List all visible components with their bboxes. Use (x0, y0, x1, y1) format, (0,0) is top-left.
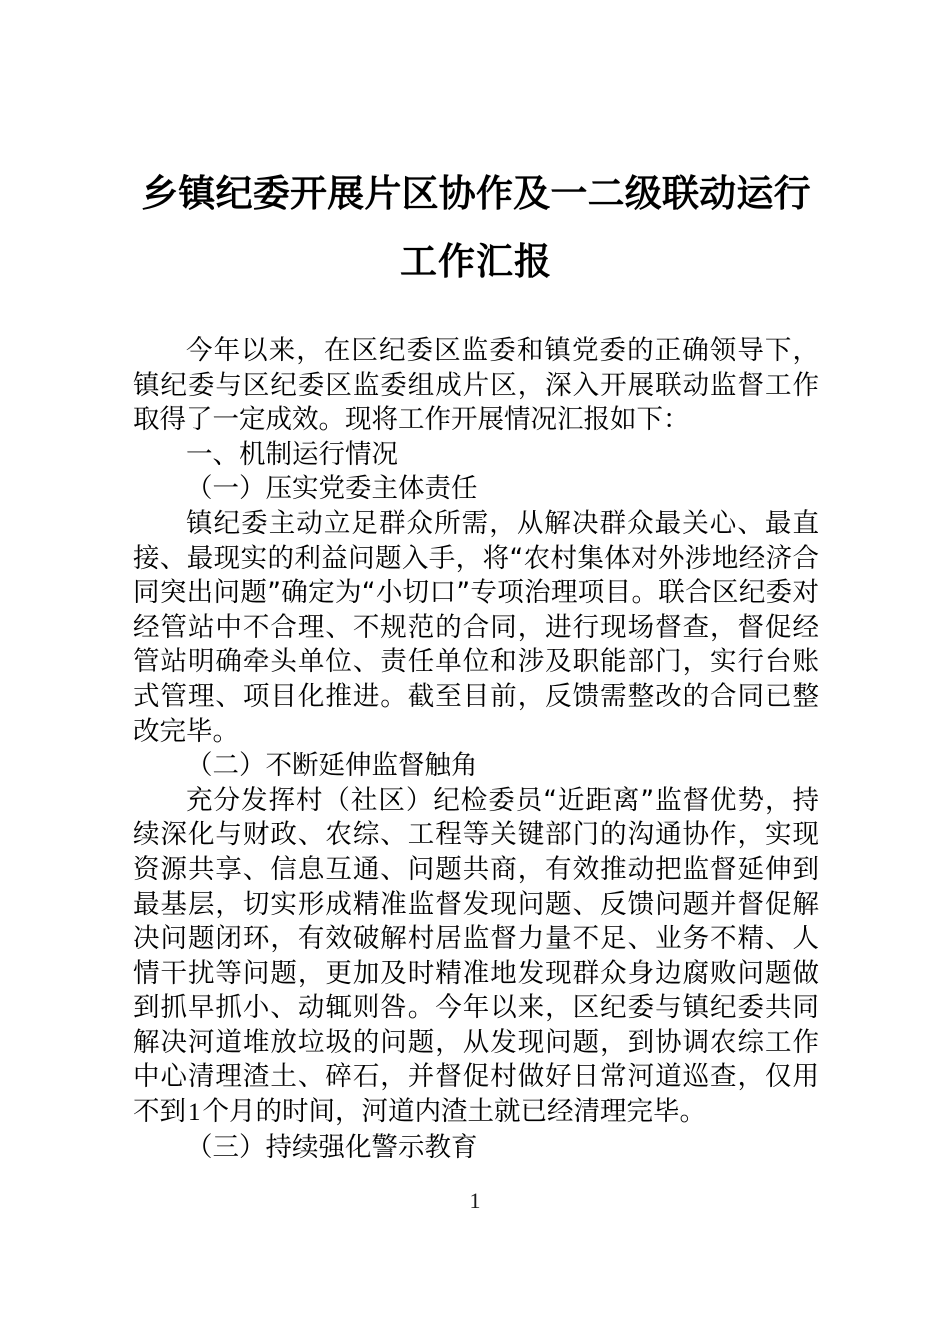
page-number: 1 (469, 1188, 481, 1213)
paragraph-text-part-b: 个月的时间，河道内渣土就已经清理完毕。 (202, 1096, 706, 1128)
heading-subsection-one-one: （一）压实党委主体责任 (186, 473, 478, 505)
heading-section-one: 一、机制运行情况 (186, 438, 398, 470)
heading-subsection-one-two: （二）不断延伸监督触角 (186, 750, 478, 782)
document-title (133, 160, 819, 296)
heading-subsection-one-three: （三）持续强化警示教育 (186, 1131, 478, 1163)
document-body (133, 334, 819, 1165)
inline-number-one-month: 1 (188, 1099, 201, 1127)
paragraph-introduction: 今年以来，在区纪委区监委和镇党委的正确领导下，镇纪委与区纪委区监委组成片区，深入开展联动监督工作取得了一定成效。现将工作开展情况汇报如下： (133, 335, 819, 436)
paragraph-subsection-one-two-body (133, 784, 819, 1131)
paragraph-subsection-one-one-body: 镇纪委主动立足群众所需，从解决群众最关心、最直接、最现实的利益问题入手，将“农村集体对外涉地经济合同突出问题”确定为“小切口”专项治理项目。联合区纪委对经管站中不合理、不规范的合同，进行现场督查，督促经管站明确牵头单位、责任单位和涉及职能部门，实行台账式管理、项目化推进。截至目前，反馈需整改的合同已整改完毕。 (133, 507, 819, 747)
paragraph-text-part-a: 充分发挥村（社区）纪检委员“近距离”监督优势，持续深化与财政、农综、工程等关键部门的沟通协作，实现资源共享、信息互通、问题共商，有效推动把监督延伸到最基层，切实形成精准监督发现问题、反馈问题并督促解决问题闭环，有效破解村居监督力量不足、业务不精、人情干扰等问题，更加及时精准地发现群众身边腐败问题做到抓早抓小、动辄则咎。今年以来，区纪委与镇纪委共同解决河道堆放垃圾的问题，从发现问题，到协调农综工作中心清理渣土、碎石，并督促村做好日常河道巡查，仅用不到 (133, 784, 819, 1128)
document-title-line-2: 工作汇报 (400, 240, 552, 283)
document-title-line-1: 乡镇纪委开展片区协作及一二级联动运行 (141, 172, 811, 215)
